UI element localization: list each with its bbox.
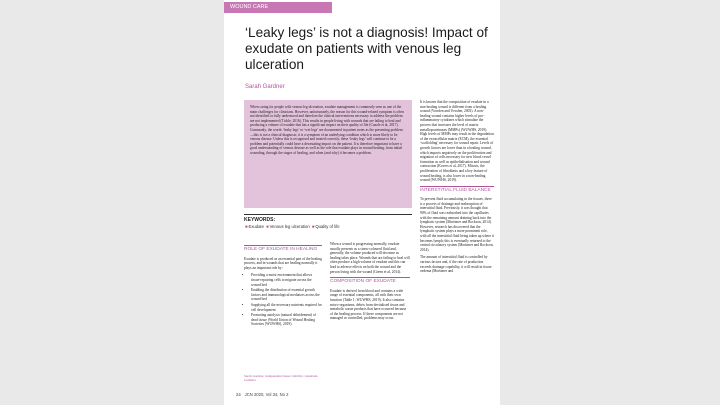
keyword-item: Venous leg ulceration [269,224,310,229]
section-heading: COMPOSITION OF EXUDATE [330,279,396,285]
keywords-rule [244,214,412,215]
paragraph: To prevent fluid accumulating in the tissues, there is a process of drainage and reabsorption of interstitial fluid. Previously, it was thought that 90% of fluid was reabsorbed into the capillaries with the remaining amount draining back into the lymphatic system (Mortimer and Rockson, 2014). However, research has discovered that the lymphatic system plays a more prominent role, with all the interstitial fluid being taken up where it becomes lymph; this is eventually returned to the central circulatory system (Mortimer and Rockson, 2014). [420,197,494,252]
keywords-block [244,214,412,229]
section-heading: INTERSTITIAL FLUID BALANCE [420,187,491,193]
paragraph: When a wound is progressing normally, exudate usually presents as a straw-coloured fluid and, generally, the volume produced will decrease as healing takes place. Wounds that are failing to heal will often produce a high volume of exudate and this can lead to adverse effects on both the wound and the person living with the wound (Green et al, 2014). [330,242,410,274]
paragraph: Exudate is produced as an essential part of the healing process, and in wounds that are healing normally it plays an important role by: [244,256,322,270]
keyword-item: Exudate [248,224,264,229]
list-item: • Enabling the distribution of essential growth factors and immunological mediators across the wound bed [251,288,322,302]
paragraph: It is known that the composition of exudate in a non-healing wound is different from a healing wound (Vowden and Vowden, 2003). A non-healing wound contains higher levels of pro-inflammatory cytokines which stimulate the process that increases the level of matrix metalloproteinases (MMPs) (WUWHS, 2019). High levels of MMPs may result in the degradation of the extracellular matrix (ECM), the essential ‘scaffolding’ necessary for wound repair. Levels of growth factors are lower than in a healing wound, which impacts negatively on the proliferation and migration of cells necessary for new blood vessel formation as well as epithelialisation and wound contraction (Kovers et al, 2017). Mitosis, the proliferation of fibroblasts and a key feature of wound healing, is also lower in a non-healing wound (WUWHS, 2019). [420,100,494,183]
keywords-heading: KEYWORDS: [244,217,276,223]
paragraph: The amount of interstitial fluid is controlled by various factors and, if the rate of production exceeds drainage capability, it will result in tissue oedema (Mortimer and [420,255,492,274]
page-footer [236,392,288,397]
article-title: ‘Leaky legs’ is not a diagnosis! Impact of exudate on patients with venous leg ulceration [245,25,488,72]
abstract-box: When caring for people with venous leg ulceration, exudate management is commonly seen as one of the main challenges for clinicians. However, unfortunately, the reason for this wound-related symptom is often not identified or fully understood and therefore the clinical interventions necessary to address the problem are not implemented (Tickle, 2016). This results in people living with wounds that are failing to heal and producing a volume of exudate that has a significant impact on their quality of life (Cuzzle et al, 2017). Commonly, the words ‘leaky legs’ or ‘wet legs’ are documented in patient notes as the presenting problem—this is not a clinical diagnosis; it is a symptom of an underlying condition which is more likely to be venous disease. Unless this is recognised and treated correctly, these ‘leaky legs’ will continue to be a problem and potentially could have a devastating impact on the patient. It is therefore important to have a good understanding of venous disease as well as the role that exudate plays in wound healing, from initial wounding, through the stages of healing, and when (and why) it becomes a problem. [244,100,412,208]
section-heading: ROLE OF EXUDATE IN HEALING [244,247,318,252]
journal-reference: JCN 2020, Vol 34, No 2 [244,392,289,397]
keywords-list: ■Exudate ■Venous leg ulceration ■Quality of life [245,224,340,229]
list-item: • Supplying all the necessary nutrients required for cell development [251,303,322,312]
author-name: Sarah Gardner [245,84,285,90]
list-item: • Promoting autolysis (natural debridement) of dead tissue (World Union of Wound Healing Societies [WUWHS], 2019). [251,313,322,327]
column-3 [420,100,494,277]
paragraph: Exudate is derived from blood and contains a wide range of essential components, all with their own function (Table 1; WUWHS, 2019). It also contains micro-organisms, debris from devitalised tissue and metabolic waste products that have occurred because of the healing process. If these components are not managed or controlled, problems may occur. [330,288,407,321]
section-tab: WOUND CARE [224,2,332,13]
journal-page [224,0,500,405]
column-1 [244,242,322,328]
page-number: 24 [236,392,241,397]
bullet-list [244,273,322,327]
keyword-item: Quality of life [315,224,340,229]
list-item: • Providing a moist environment that allows tissue-repairing cells to migrate across the wound bed [251,273,322,287]
author-affiliation: Sarah Gardner, independent tissue viability consultant, Cumbria [244,374,319,382]
column-2 [330,242,410,324]
